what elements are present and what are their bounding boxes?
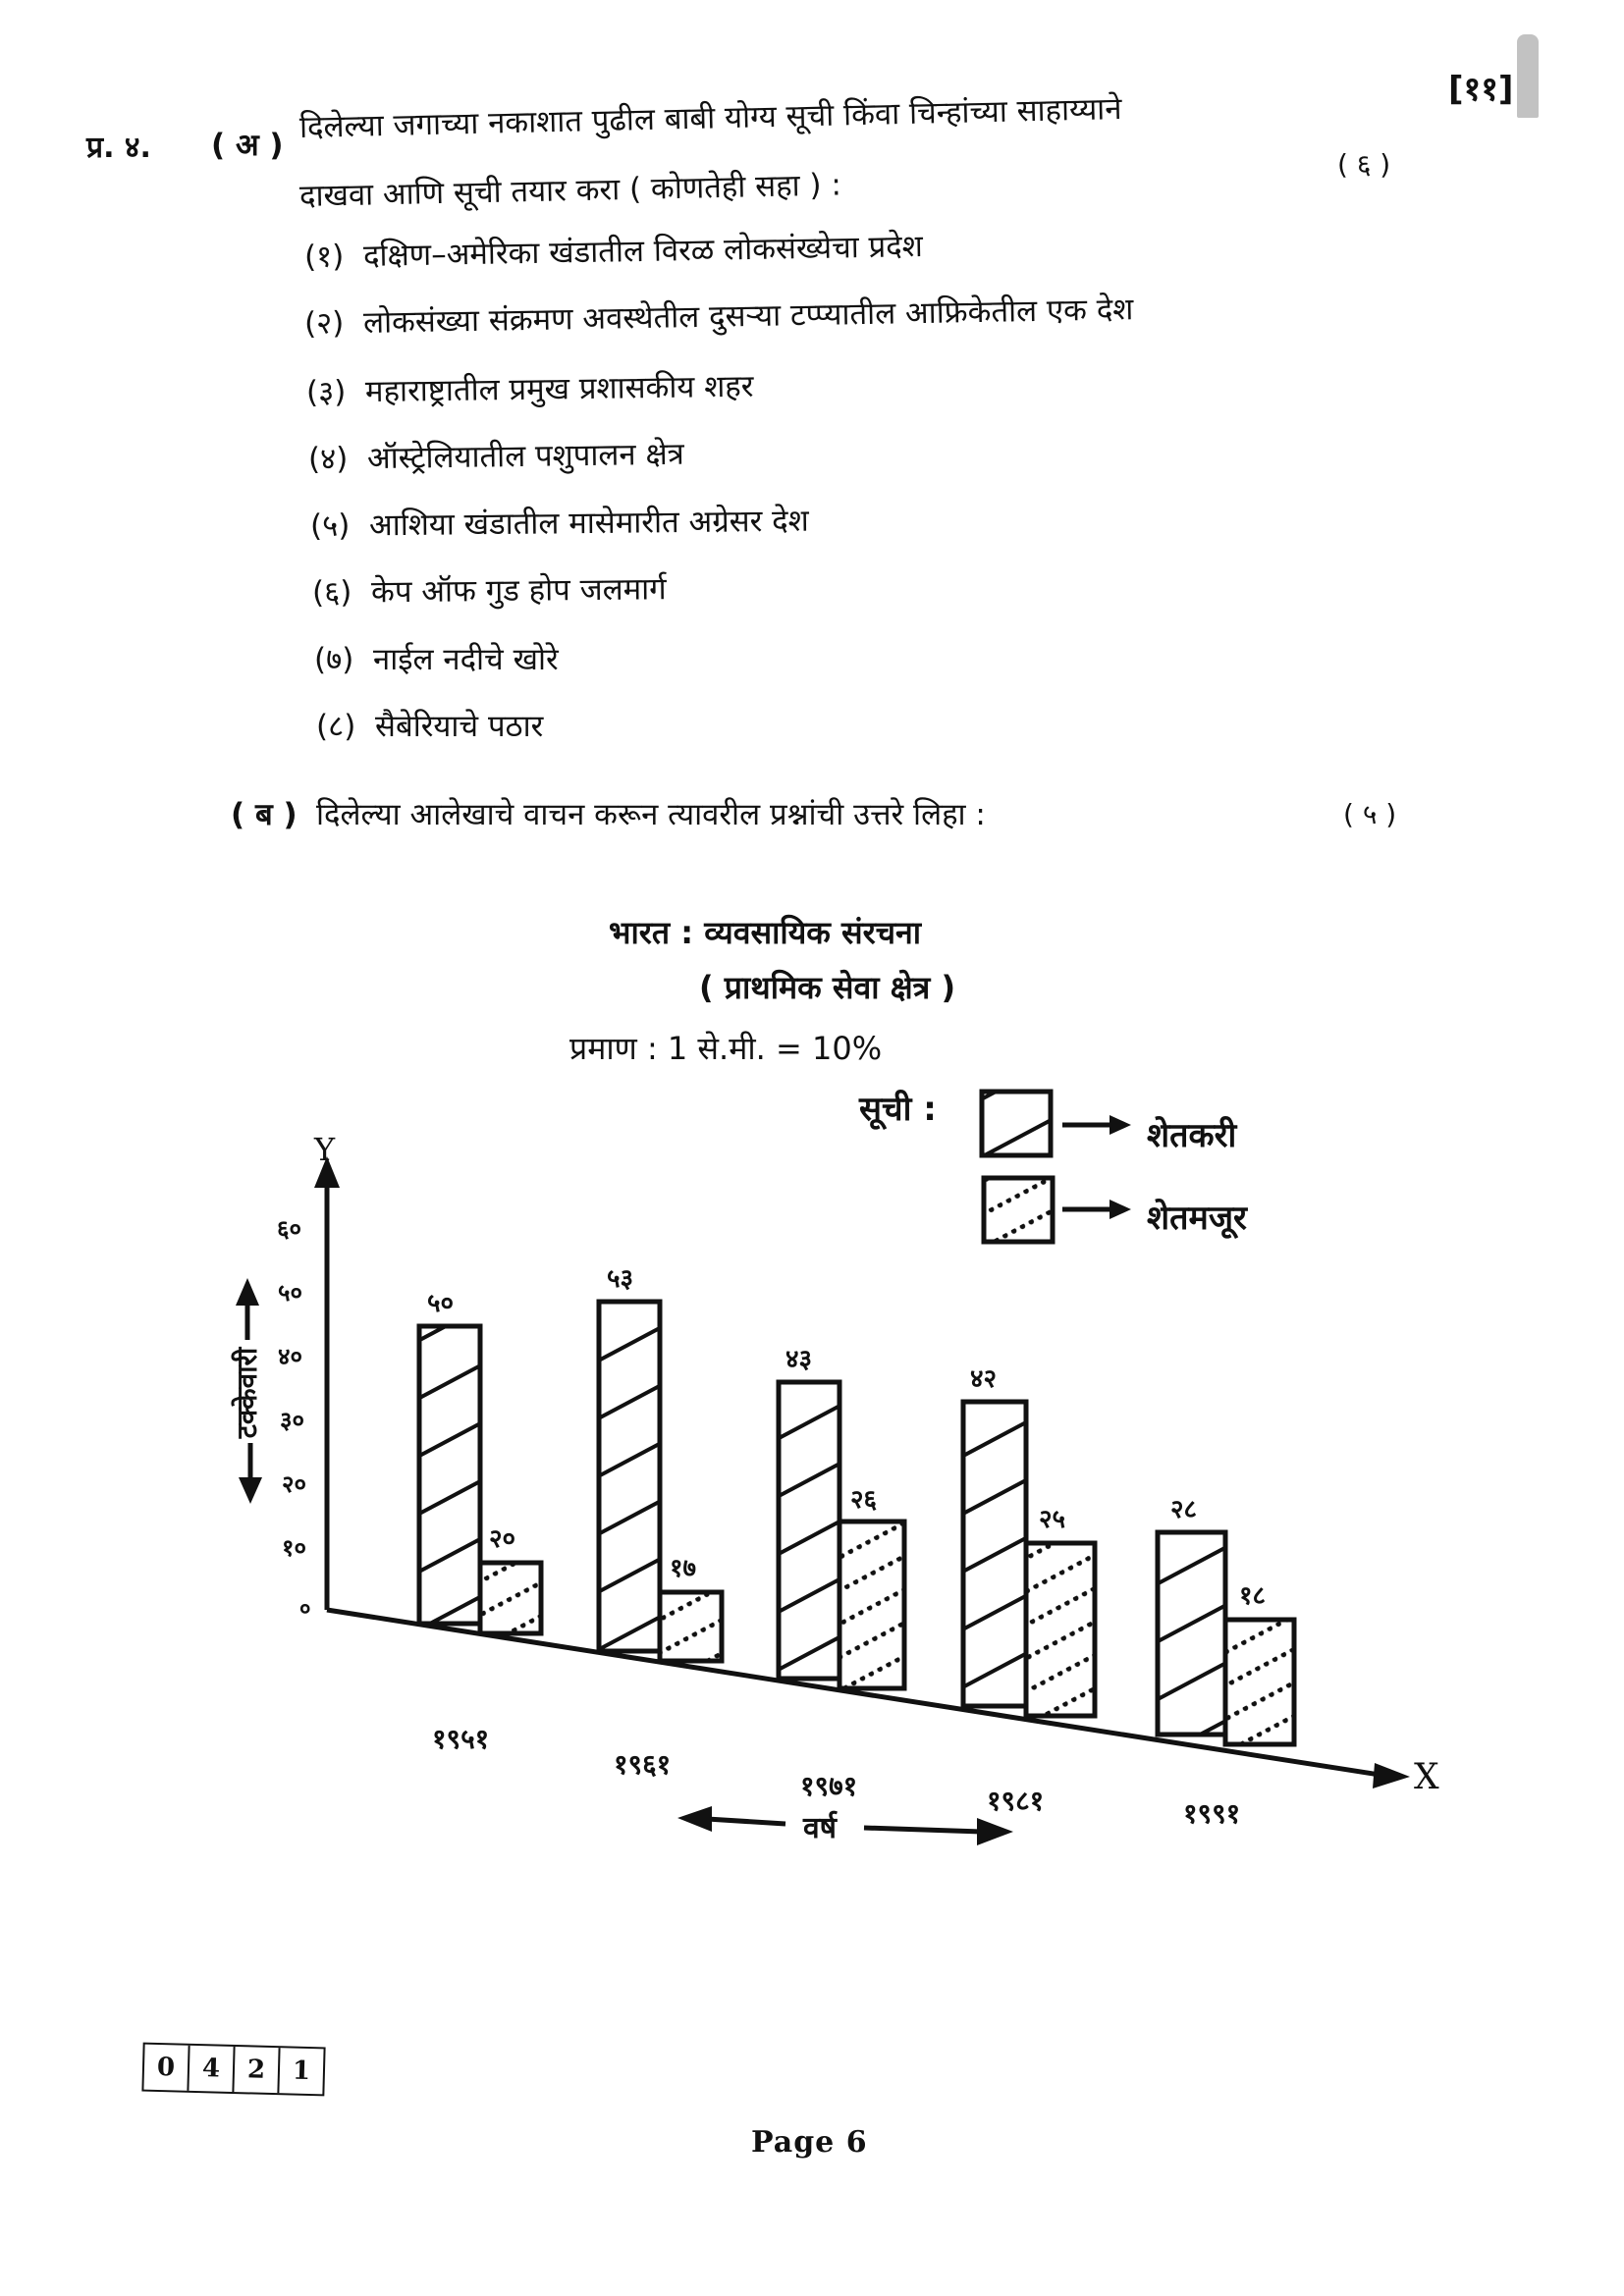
item-text: दक्षिण–अमेरिका खंडातील विरळ लोकसंख्येचा प्रदेश <box>362 229 924 274</box>
y-axis-letter: Y <box>314 1131 336 1168</box>
item-text: नाईल नदीचे खोरे <box>373 642 559 677</box>
ytick-label: ३० <box>280 1407 304 1434</box>
item-text: ऑस्ट्रेलियातील पशुपालन क्षेत्र <box>366 436 685 477</box>
bar-farmers-1981 <box>963 1402 1026 1706</box>
code-digit: 2 <box>234 2047 280 2093</box>
ytick-label: २० <box>282 1470 306 1498</box>
code-digit: 0 <box>143 2045 189 2091</box>
legend-arrow-icon <box>1062 1200 1131 1219</box>
y-axis-label: टक्केवारी <box>231 1347 264 1439</box>
bar-value-label: २० <box>489 1524 516 1554</box>
ylabel-down-arrow-icon <box>239 1443 262 1504</box>
legend-title: सूची : <box>859 1090 937 1129</box>
legend-arrow-icon <box>1062 1115 1131 1135</box>
item-text: लोकसंख्या संक्रमण अवस्थेतील दुसऱ्या टप्प्यातील आफ्रिकेतील एक देश <box>362 292 1134 341</box>
item-text: सैबेरियाचे पठार <box>375 709 544 744</box>
bar-value-label: २५ <box>1039 1505 1066 1534</box>
item-text: केप ऑफ गुड होप जलमार्ग <box>370 571 667 611</box>
bar-value-label: ५३ <box>607 1264 634 1294</box>
bar-value-label: ४३ <box>785 1345 813 1374</box>
item-number: (६) <box>311 574 352 611</box>
bar-value-label: ४२ <box>970 1364 998 1394</box>
bar-value-label: ५० <box>427 1289 455 1318</box>
part-b-label: ( ब ) <box>231 797 298 832</box>
bar-value-label: १८ <box>1239 1581 1267 1611</box>
bar-farmers-1961 <box>599 1302 660 1651</box>
xlabel-left-arrow-icon <box>677 1806 785 1832</box>
bar-labourers-1971 <box>839 1522 904 1688</box>
legend-swatch-labourers <box>984 1178 1053 1242</box>
ytick-label: ६० <box>277 1215 301 1243</box>
ytick-label: ० <box>299 1597 311 1622</box>
code-digit: 1 <box>292 2056 311 2087</box>
xlabel-right-arrow-icon <box>864 1818 1013 1845</box>
code-digit: 4 <box>189 2046 235 2092</box>
item-number: (७) <box>314 642 354 677</box>
item-number: (४) <box>307 441 349 477</box>
xtick-label: १९५१ <box>432 1723 490 1755</box>
item-text: महाराष्ट्रातील प्रमुख प्रशासकीय शहर <box>364 368 754 410</box>
x-axis-label: वर्ष <box>803 1811 838 1845</box>
part-b-text: दिलेल्या आलेखाचे वाचन करून त्यावरील प्रश्नांची उत्तरे लिहा : <box>316 797 986 832</box>
part-b-marks: ( ५ ) <box>1343 798 1397 830</box>
x-axis-letter: X <box>1414 1757 1439 1797</box>
bar-value-label: २८ <box>1170 1495 1198 1524</box>
bar-farmers-1951 <box>419 1326 480 1624</box>
chart-scale-note: प्रमाण : 1 से.मी. = 10% <box>569 1030 883 1067</box>
xtick-label: १९९१ <box>1183 1797 1241 1830</box>
y-axis <box>314 1156 340 1610</box>
question-number: प्र. ४. <box>86 131 151 165</box>
legend-label-farmers: शेतकरी <box>1147 1116 1237 1155</box>
bar-value-label: १७ <box>670 1554 697 1583</box>
xtick-label: १९६१ <box>614 1748 672 1781</box>
bar-labourers-1991 <box>1225 1620 1294 1744</box>
page-number: Page 6 <box>751 2125 868 2160</box>
bar-labourers-1961 <box>660 1592 722 1661</box>
chart-title: भारत : व्यवसायिक संरचना <box>609 914 922 951</box>
item-text: आशिया खंडातील मासेमारीत अग्रेसर देश <box>368 503 809 544</box>
ytick-label: १० <box>282 1534 306 1562</box>
legend-swatch-farmers <box>982 1092 1051 1155</box>
bar-farmers-1991 <box>1158 1532 1225 1735</box>
bar-value-label: २६ <box>850 1485 878 1515</box>
item-number: (१) <box>303 239 345 275</box>
question-marks-total: [११] <box>1448 70 1514 109</box>
chart-subtitle: ( प्राथमिक सेवा क्षेत्र ) <box>699 969 956 1006</box>
paper-code-box <box>141 2043 325 2097</box>
item-number: (३) <box>305 374 347 410</box>
item-number: (२) <box>303 305 345 342</box>
ylabel-up-arrow-icon <box>236 1278 259 1340</box>
xtick-label: १९७१ <box>800 1770 858 1802</box>
ytick-label: ५० <box>278 1279 302 1307</box>
xtick-label: १९८१ <box>987 1785 1045 1817</box>
bar-labourers-1951 <box>480 1563 541 1633</box>
part-a-line1: दिलेल्या जगाच्या नकाशात पुढील बाबी योग्य सूची किंवा चिन्हांच्या साहाय्याने <box>298 91 1122 145</box>
bar-farmers-1971 <box>779 1382 839 1679</box>
item-number: (५) <box>309 507 351 544</box>
ytick-label: ४० <box>278 1343 302 1370</box>
part-a-line2: दाखवा आणि सूची तयार करा ( कोणतेही सहा ) : <box>298 167 842 214</box>
part-a-marks: ( ६ ) <box>1337 148 1391 181</box>
part-a-label: ( अ ) <box>211 128 284 163</box>
bar-labourers-1981 <box>1026 1543 1095 1716</box>
item-number: (८) <box>316 709 356 744</box>
legend-label-labourers: शेतमजूर <box>1147 1199 1247 1238</box>
